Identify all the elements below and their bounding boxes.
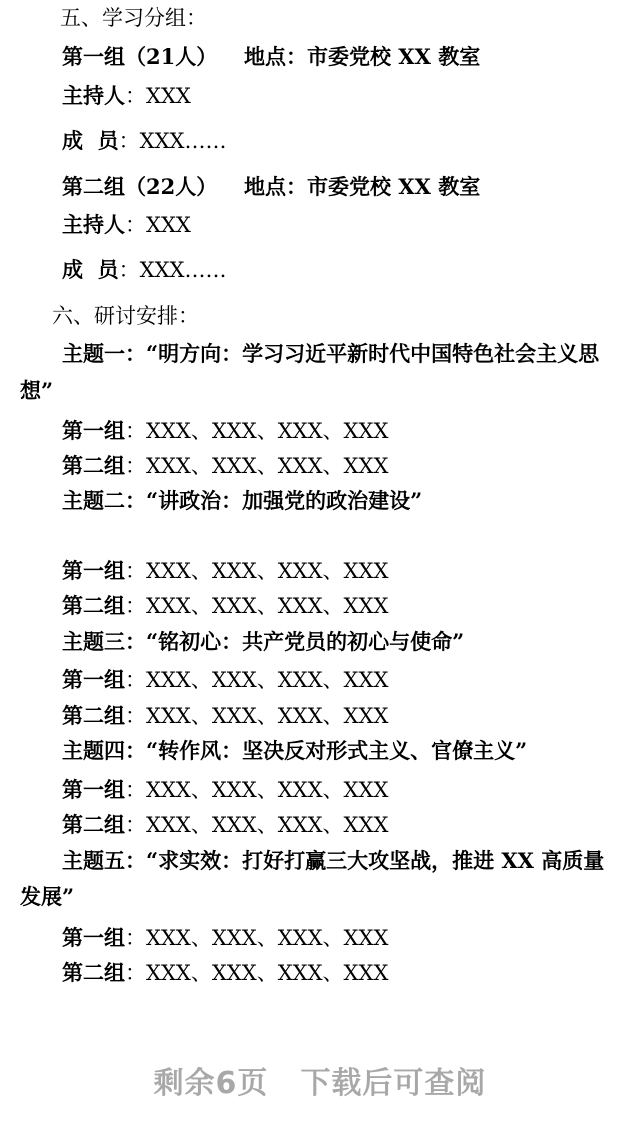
- topic3: 主题三：“铭初心：共产党员的初心与使命”: [62, 629, 465, 654]
- topic5-line1: 主题五：“求实效：打好打赢三大攻坚战，推进 XX 高质量: [62, 848, 605, 873]
- members-value: ：XXX……: [118, 258, 227, 282]
- group-label: 第二组: [62, 454, 125, 478]
- group-label: 第一组: [62, 668, 125, 692]
- topic4: 主题四：“转作风：坚决反对形式主义、官僚主义”: [62, 738, 528, 763]
- section5-heading: 五、学习分组：: [60, 6, 207, 30]
- group-members: ：XXX、XXX、XXX、XXX: [125, 961, 389, 985]
- topic3-group1: [62, 668, 388, 693]
- download-prompt[interactable]: [0, 1058, 640, 1102]
- topic4-group1: [62, 778, 388, 803]
- remaining-pages-text: 剩余6页: [153, 1066, 269, 1101]
- group-members: ：XXX、XXX、XXX、XXX: [125, 778, 389, 802]
- group2-title: 第二组（22人）: [62, 174, 218, 199]
- download-to-view-text[interactable]: 下载后可查阅: [300, 1066, 487, 1101]
- group-label: 第一组: [62, 778, 125, 802]
- topic1-line2: 想”: [20, 378, 54, 403]
- group-members: ：XXX、XXX、XXX、XXX: [125, 668, 389, 692]
- topic5-group2: [62, 961, 388, 986]
- group-label: 第二组: [62, 594, 125, 618]
- group-members: ：XXX、XXX、XXX、XXX: [125, 454, 389, 478]
- group-members: ：XXX、XXX、XXX、XXX: [125, 926, 389, 950]
- topic5-line2: 发展”: [20, 884, 75, 909]
- topic1-line1: 主题一：“明方向：学习习近平新时代中国特色社会主义思: [62, 341, 600, 366]
- group-label: 第一组: [62, 926, 125, 950]
- host-label: 主持人: [62, 84, 125, 108]
- group2-members: [62, 258, 226, 283]
- members-label: 成 员: [62, 129, 119, 153]
- group-members: ：XXX、XXX、XXX、XXX: [125, 813, 389, 837]
- group-label: 第二组: [62, 961, 125, 985]
- group-label: 第二组: [62, 813, 125, 837]
- members-value: ：XXX……: [118, 129, 227, 153]
- topic5-group1: [62, 926, 388, 951]
- group-members: ：XXX、XXX、XXX、XXX: [125, 594, 389, 618]
- host-label: 主持人: [62, 213, 125, 237]
- group2-host: [62, 213, 191, 238]
- group-members: ：XXX、XXX、XXX、XXX: [125, 419, 389, 443]
- topic2-group1: [62, 559, 388, 584]
- group-label: 第二组: [62, 704, 125, 728]
- group1-location: 地点：市委党校 XX 教室: [244, 44, 481, 69]
- host-value: ：XXX: [125, 84, 191, 108]
- group-label: 第一组: [62, 419, 125, 443]
- group1-title: 第一组（21人）: [62, 44, 218, 69]
- topic1-group1: [62, 419, 388, 444]
- group1-members: [62, 129, 226, 154]
- section6-heading: 六、研讨安排：: [52, 304, 199, 328]
- topic2: 主题二：“讲政治：加强党的政治建设”: [62, 488, 423, 513]
- topic4-group2: [62, 813, 388, 838]
- group2-location: 地点：市委党校 XX 教室: [244, 174, 481, 199]
- group1-host: [62, 84, 191, 109]
- topic1-group2: [62, 454, 388, 479]
- group-members: ：XXX、XXX、XXX、XXX: [125, 559, 389, 583]
- members-label: 成 员: [62, 258, 119, 282]
- group-label: 第一组: [62, 559, 125, 583]
- topic3-group2: [62, 704, 388, 729]
- group-members: ：XXX、XXX、XXX、XXX: [125, 704, 389, 728]
- host-value: ：XXX: [125, 213, 191, 237]
- topic2-group2: [62, 594, 388, 619]
